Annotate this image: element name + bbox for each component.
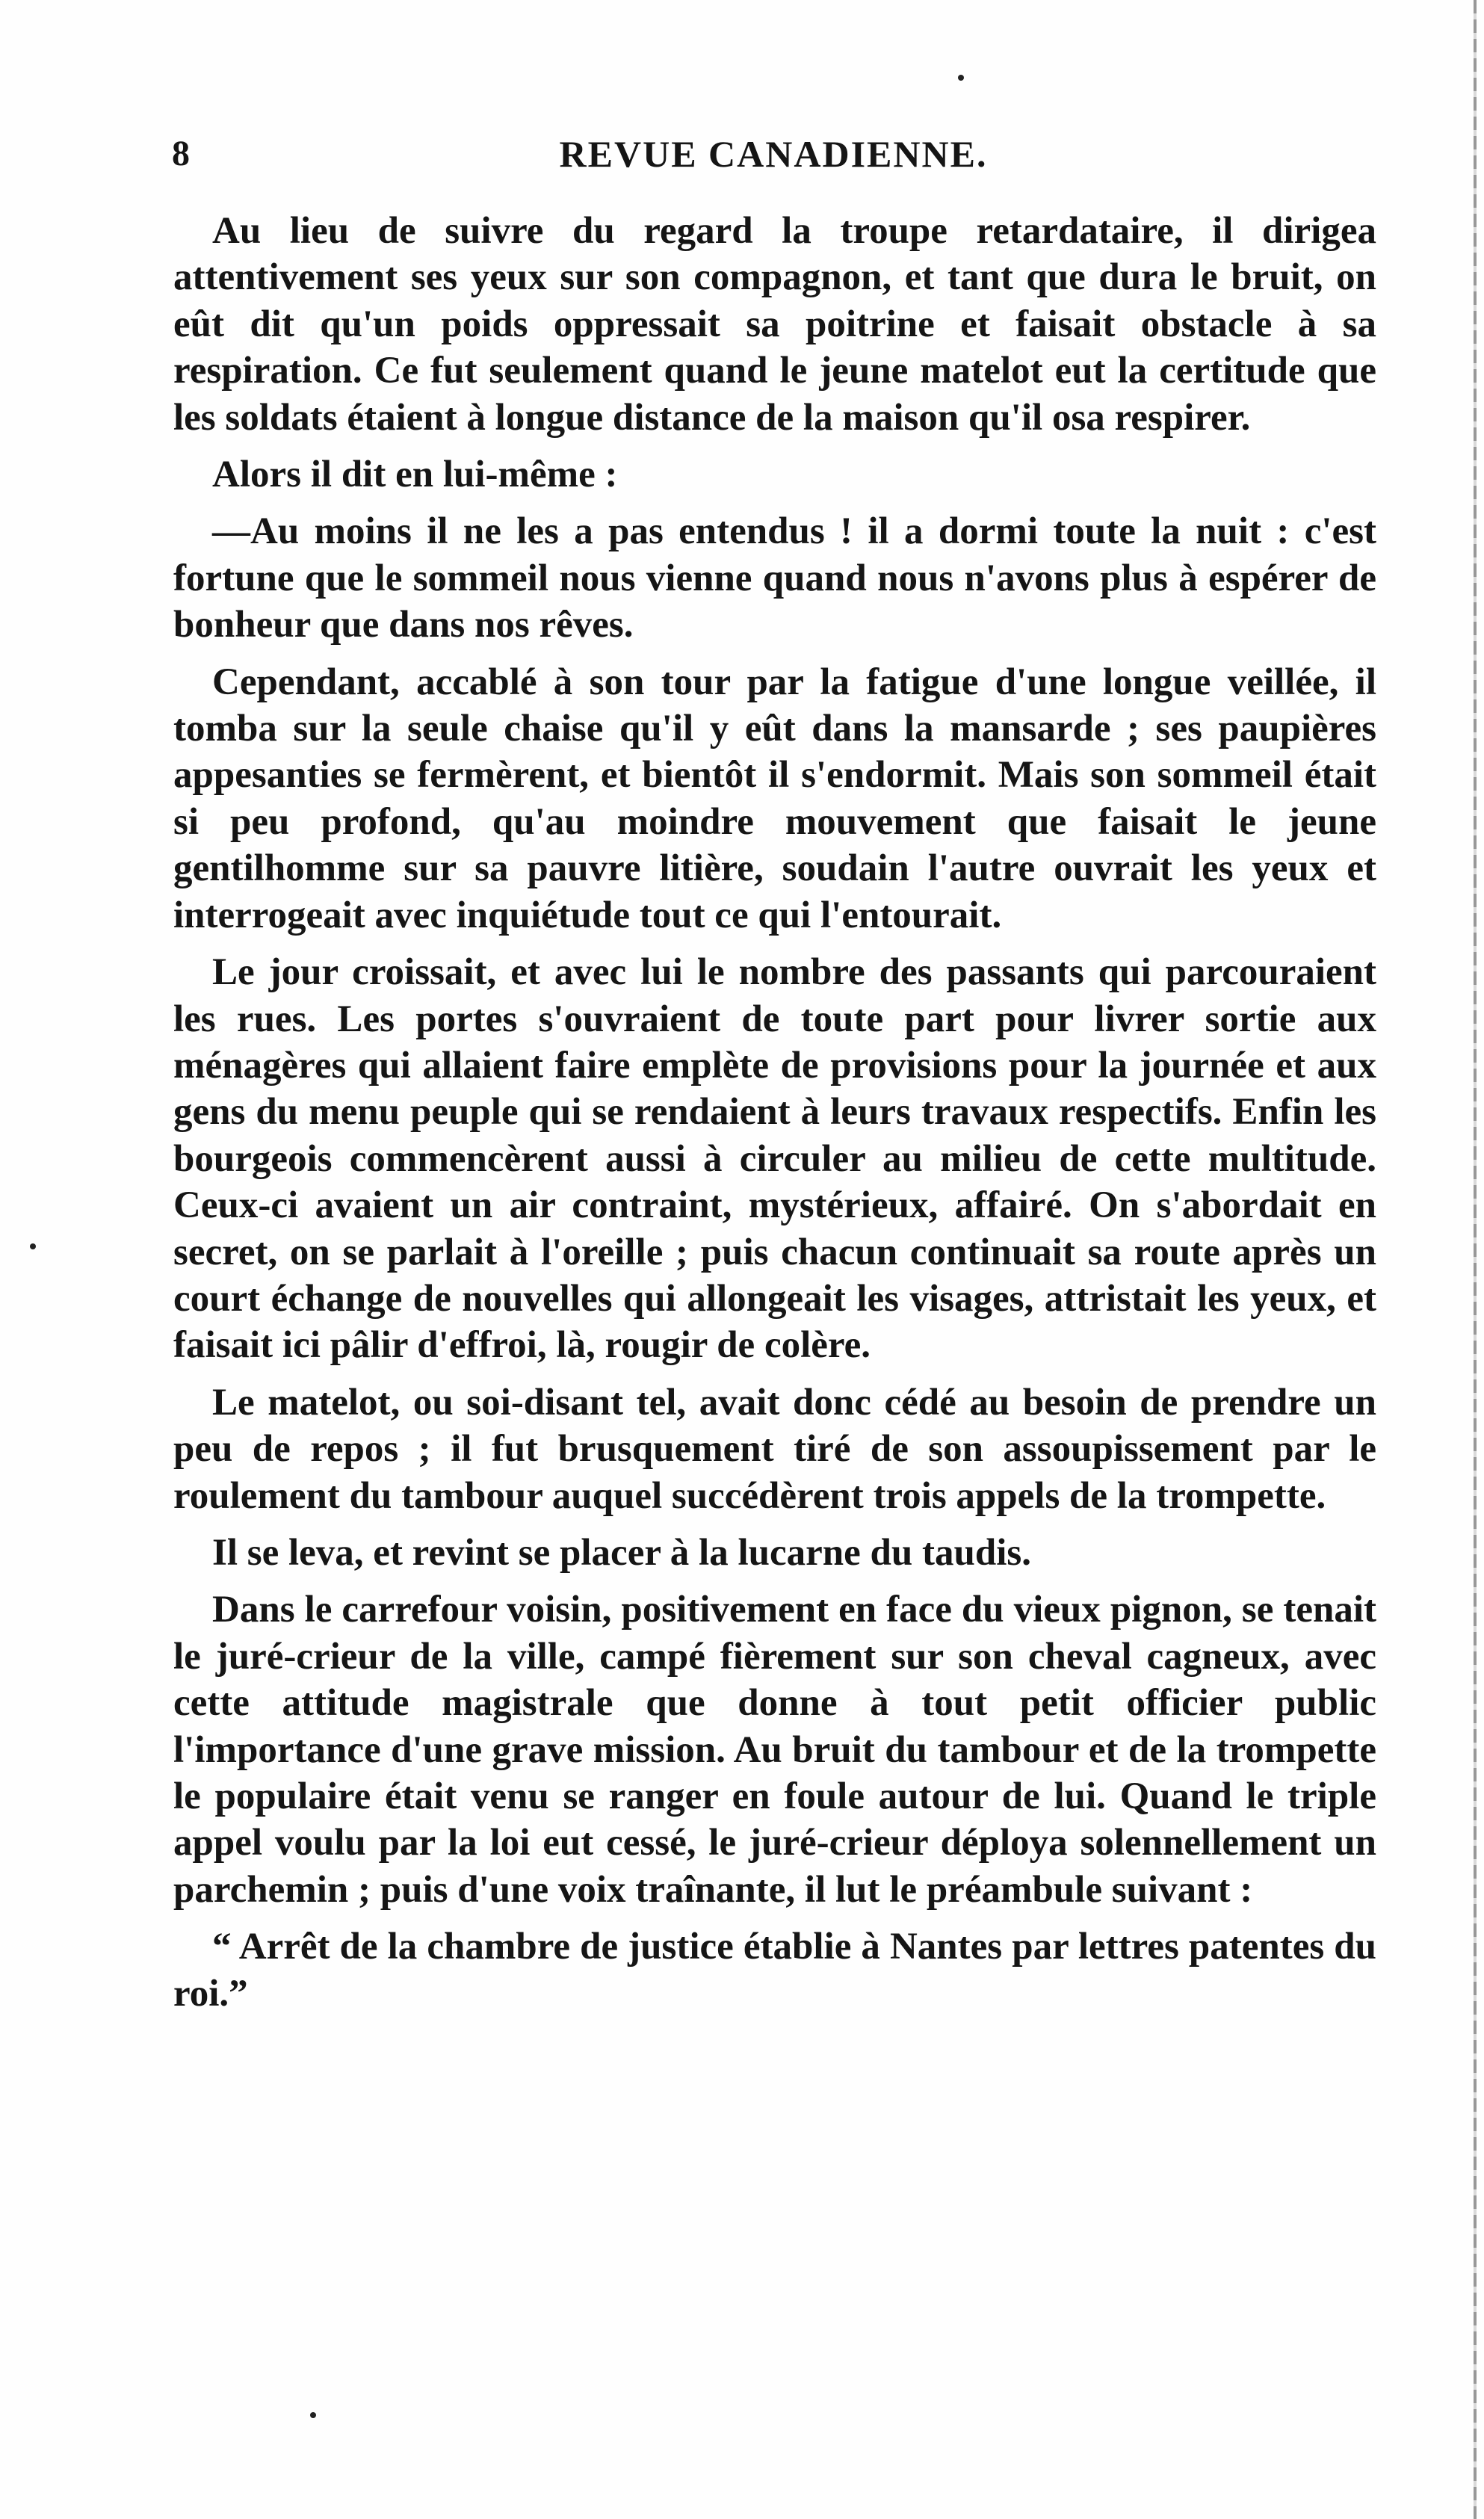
body-text bbox=[173, 208, 1376, 2027]
page-number: 8 bbox=[172, 134, 190, 173]
running-title: REVUE CANADIENNE. bbox=[559, 133, 988, 175]
ink-speck bbox=[310, 2412, 316, 2418]
page-edge-shadow bbox=[1474, 0, 1477, 2519]
paragraph: Il se leva, et revint se placer à la lucarne du taudis. bbox=[212, 1531, 1031, 1574]
paragraph: Le matelot, ou soi-disant tel, avait donc cédé au besoin de prendre un peu de repos ; il fut brusquement tiré de son assoupissement par le roulement du tambour auquel succédèrent trois appels de la trompette. bbox=[173, 1381, 1376, 1517]
ink-speck bbox=[958, 75, 964, 81]
ink-speck bbox=[30, 1243, 36, 1249]
paragraph: Alors il dit en lui-même : bbox=[212, 454, 618, 496]
paragraph: Au lieu de suivre du regard la troupe retardataire, il dirigea attentivement ses yeux sur son compagnon, et tant que dura le bruit, on eût dit qu'un poids oppressait sa poitrine et faisait obstacle à sa respiration. Ce fut seulement quand le jeune matelot eut la certitude que les soldats étaient à longue distance de la maison qu'il osa respirer. bbox=[173, 210, 1376, 439]
quoted-decree: “ Arrêt de la chambre de justice établie à Nantes par lettres patentes du roi.” bbox=[173, 1926, 1376, 2015]
paragraph: Dans le carrefour voisin, positivement en face du vieux pignon, se tenait le juré-crieur de la ville, campé fièrement sur son cheval cagneux, avec cette attitude magistrale que donne à tout petit officier public l'importance d'une grave mission. Au bruit du tambour et de la trompette le populaire était venu se ranger en foule autour de lui. Quand le triple appel voulu par la loi eut cessé, le juré-crieur déploya solennellement un parchemin ; puis d'une voix traînante, il lut le préambule suivant : bbox=[173, 1589, 1376, 1911]
paragraph: Le jour croissait, et avec lui le nombre des passants qui parcouraient les rues. Les portes s'ouvraient de toute part pour livrer sortie aux ménagères qui allaient faire emplète de provisions pour la journée et aux gens du menu peuple qui se rendaient à leurs travaux respectifs. Enfin les bourgeois commencèrent aussi à circuler au milieu de cette multitude. Ceux-ci avaient un air contraint, mystérieux, affairé. On s'abordait en secret, on se parlait à l'oreille ; puis chacun continuait sa route après un court échange de nouvelles qui allongeait les visages, attristait les yeux, et faisait ici pâlir d'effroi, là, rougir de colère. bbox=[173, 951, 1376, 1367]
page-header bbox=[172, 132, 1375, 184]
paragraph: Cependant, accablé à son tour par la fatigue d'une longue veillée, il tomba sur la seule chaise qu'il y eût dans la mansarde ; ses paupières appesanties se fermèrent, et bientôt il s'endormit. Mais son sommeil était si peu profond, qu'au moindre mouvement que faisait le jeune gentilhomme sur sa pauvre litière, soudain l'autre ouvrait les yeux et interrogeait avec inquiétude tout ce qui l'entourait. bbox=[173, 661, 1376, 936]
dialogue-paragraph: —Au moins il ne les a pas entendus ! il a dormi toute la nuit : c'est fortune que le sommeil nous vienne quand nous n'avons plus à espérer de bonheur que dans nos rêves. bbox=[173, 510, 1376, 646]
